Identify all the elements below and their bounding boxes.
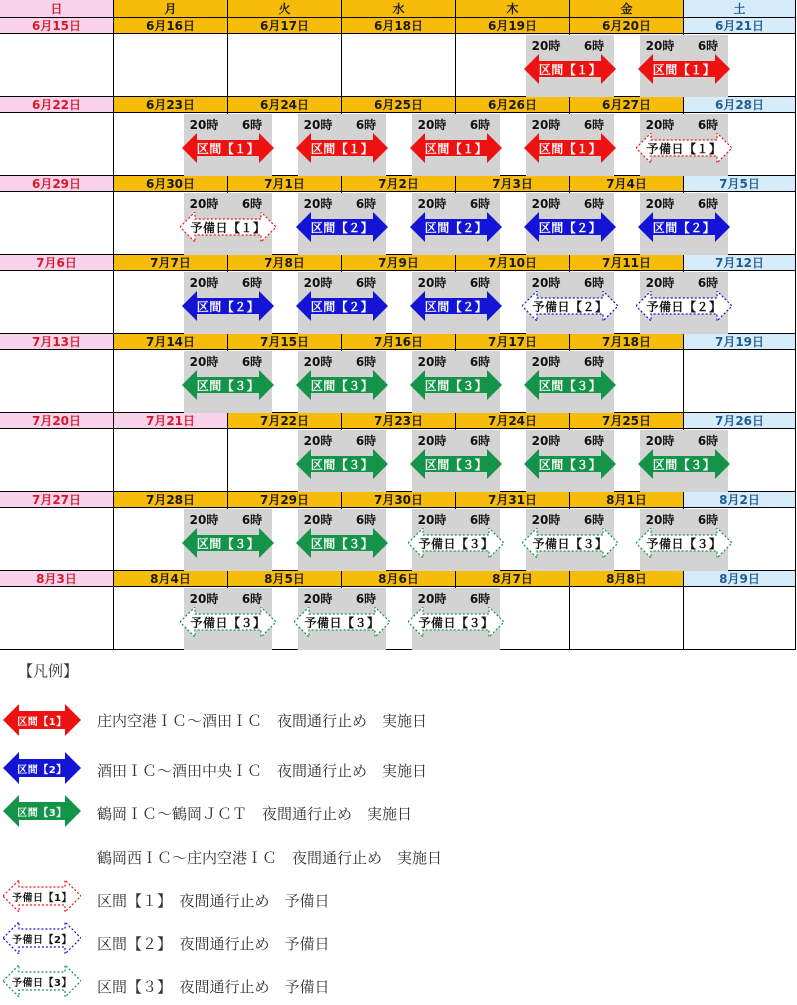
end-hour-label: 6時: [241, 276, 263, 290]
date-cell: 7月4日: [570, 176, 684, 192]
start-hour-label: 20時: [645, 434, 675, 448]
arrow-label: 予備日【３】: [532, 536, 608, 551]
end-hour-label: 6時: [355, 592, 377, 606]
arrow-label: 予備日【３】: [190, 615, 266, 630]
day-body: [342, 34, 456, 97]
start-hour-label: 20時: [417, 434, 447, 448]
end-hour-label: 6時: [355, 434, 377, 448]
start-hour-label: 20時: [303, 276, 333, 290]
date-cell: 7月24日: [456, 413, 570, 429]
closure-arrow-section-2: [410, 212, 502, 242]
legend-item-reserve1: 区間【１】 夜間通行止め 予備日: [97, 892, 330, 910]
day-body: [0, 350, 114, 413]
legend-icon-label: 区間【1】: [17, 716, 67, 728]
closure-arrow-section-3: [182, 370, 274, 400]
legend-icon-label: 予備日【2】: [12, 934, 72, 946]
date-cell: 7月27日: [0, 492, 114, 508]
end-hour-label: 6時: [697, 513, 719, 527]
end-hour-label: 6時: [355, 355, 377, 369]
closure-arrow-section-3: [524, 449, 616, 479]
date-cell: 6月24日: [228, 97, 342, 113]
legend-item-section3: 鶴岡ＩＣ～鶴岡ＪＣＴ 夜間通行止め 実施日: [97, 805, 413, 823]
end-hour-label: 6時: [469, 118, 491, 132]
date-cell: 8月7日: [456, 571, 570, 587]
start-hour-label: 20時: [417, 276, 447, 290]
arrow-label: 区間【１】: [538, 141, 602, 156]
start-hour-label: 20時: [189, 197, 219, 211]
date-cell: 7月21日: [114, 413, 228, 429]
date-cell: 6月29日: [0, 176, 114, 192]
end-hour-label: 6時: [469, 592, 491, 606]
date-cell: 6月19日: [456, 18, 570, 34]
closure-arrow-section-3: [638, 449, 730, 479]
arrow-label: 予備日【３】: [304, 615, 380, 630]
date-cell: 7月5日: [684, 176, 796, 192]
arrow-label: 区間【３】: [652, 457, 716, 472]
end-hour-label: 6時: [583, 434, 605, 448]
arrow-label: 予備日【３】: [646, 536, 722, 551]
end-hour-label: 6時: [241, 592, 263, 606]
day-body: [114, 34, 228, 97]
date-cell: 7月18日: [570, 334, 684, 350]
start-hour-label: 20時: [303, 434, 333, 448]
day-body: [570, 587, 684, 650]
arrow-label: 予備日【３】: [418, 615, 494, 630]
date-cell: 7月15日: [228, 334, 342, 350]
date-cell: 6月27日: [570, 97, 684, 113]
weekday-header: 木: [456, 0, 570, 18]
arrow-label: 予備日【１】: [190, 220, 266, 235]
reserve-arrow-section-3: [408, 607, 504, 637]
arrow-label: 区間【３】: [196, 378, 260, 393]
end-hour-label: 6時: [241, 355, 263, 369]
start-hour-label: 20時: [531, 39, 561, 53]
arrow-label: 区間【２】: [538, 220, 602, 235]
start-hour-label: 20時: [417, 355, 447, 369]
day-body: [0, 34, 114, 97]
start-hour-label: 20時: [417, 592, 447, 606]
end-hour-label: 6時: [355, 276, 377, 290]
end-hour-label: 6時: [697, 276, 719, 290]
day-body: [684, 350, 796, 413]
date-cell: 7月11日: [570, 255, 684, 271]
closure-arrow-section-2: [524, 212, 616, 242]
legend-item-reserve2: 区間【２】 夜間通行止め 予備日: [97, 935, 330, 953]
date-cell: 7月16日: [342, 334, 456, 350]
start-hour-label: 20時: [531, 513, 561, 527]
date-cell: 7月7日: [114, 255, 228, 271]
date-cell: 7月28日: [114, 492, 228, 508]
end-hour-label: 6時: [469, 434, 491, 448]
end-hour-label: 6時: [697, 197, 719, 211]
arrow-label: 区間【１】: [310, 141, 374, 156]
start-hour-label: 20時: [189, 276, 219, 290]
closure-arrow-section-2: [296, 291, 388, 321]
arrow-label: 区間【３】: [424, 457, 488, 472]
legend-section1-arrow-icon: [3, 704, 81, 736]
end-hour-label: 6時: [583, 118, 605, 132]
end-hour-label: 6時: [583, 513, 605, 527]
date-cell: 7月23日: [342, 413, 456, 429]
date-cell: 8月3日: [0, 571, 114, 587]
date-cell: 7月19日: [684, 334, 796, 350]
start-hour-label: 20時: [303, 118, 333, 132]
date-cell: 7月30日: [342, 492, 456, 508]
date-cell: 6月30日: [114, 176, 228, 192]
start-hour-label: 20時: [417, 197, 447, 211]
start-hour-label: 20時: [531, 118, 561, 132]
weekday-header: 火: [228, 0, 342, 18]
day-body: [114, 429, 228, 492]
legend-item-reserve3: 区間【３】 夜間通行止め 予備日: [97, 978, 330, 996]
arrow-label: 区間【２】: [652, 220, 716, 235]
weekday-header: 金: [570, 0, 684, 18]
date-cell: 7月17日: [456, 334, 570, 350]
date-cell: 6月20日: [570, 18, 684, 34]
legend-reserve1-arrow-icon: [3, 880, 81, 912]
end-hour-label: 6時: [469, 355, 491, 369]
date-cell: 8月8日: [570, 571, 684, 587]
reserve-arrow-section-3: [522, 528, 618, 558]
date-cell: 7月8日: [228, 255, 342, 271]
closure-arrow-section-1: [182, 133, 274, 163]
date-cell: 6月21日: [684, 18, 796, 34]
end-hour-label: 6時: [583, 39, 605, 53]
end-hour-label: 6時: [355, 118, 377, 132]
closure-arrow-section-3: [182, 528, 274, 558]
date-cell: 7月31日: [456, 492, 570, 508]
date-cell: 7月12日: [684, 255, 796, 271]
day-body: [0, 271, 114, 334]
reserve-arrow-section-1: [180, 212, 276, 242]
date-cell: 6月28日: [684, 97, 796, 113]
day-body: [0, 429, 114, 492]
closure-arrow-section-3: [410, 370, 502, 400]
date-cell: 6月17日: [228, 18, 342, 34]
arrow-label: 区間【３】: [310, 536, 374, 551]
start-hour-label: 20時: [645, 118, 675, 132]
day-body: [0, 113, 114, 176]
end-hour-label: 6時: [697, 39, 719, 53]
date-cell: 7月1日: [228, 176, 342, 192]
day-body: [684, 587, 796, 650]
day-body: [0, 508, 114, 571]
legend-section3-arrow-icon: [3, 795, 81, 827]
legend-icon-label: 区間【2】: [17, 764, 67, 776]
arrow-label: 区間【３】: [538, 457, 602, 472]
legend-item-section2: 酒田ＩＣ～酒田中央ＩＣ 夜間通行止め 実施日: [97, 762, 428, 780]
reserve-arrow-section-2: [636, 291, 732, 321]
end-hour-label: 6時: [697, 118, 719, 132]
start-hour-label: 20時: [189, 355, 219, 369]
start-hour-label: 20時: [645, 197, 675, 211]
reserve-arrow-section-3: [636, 528, 732, 558]
date-cell: 8月2日: [684, 492, 796, 508]
legend-item-section3b: 鶴岡西ＩＣ～庄内空港ＩＣ 夜間通行止め 実施日: [97, 849, 443, 867]
closure-arrow-section-2: [182, 291, 274, 321]
legend-icon-label: 予備日【3】: [12, 977, 72, 989]
date-cell: 6月16日: [114, 18, 228, 34]
start-hour-label: 20時: [303, 513, 333, 527]
start-hour-label: 20時: [189, 513, 219, 527]
arrow-label: 区間【１】: [652, 62, 716, 77]
end-hour-label: 6時: [697, 434, 719, 448]
legend-section2-arrow-icon: [3, 752, 81, 784]
date-cell: 6月22日: [0, 97, 114, 113]
legend-reserve2-arrow-icon: [3, 922, 81, 954]
start-hour-label: 20時: [645, 39, 675, 53]
arrow-label: 区間【２】: [424, 299, 488, 314]
date-cell: 6月23日: [114, 97, 228, 113]
arrow-label: 区間【３】: [424, 378, 488, 393]
closure-arrow-section-3: [296, 528, 388, 558]
date-cell: 7月25日: [570, 413, 684, 429]
date-cell: 8月5日: [228, 571, 342, 587]
start-hour-label: 20時: [189, 592, 219, 606]
arrow-label: 区間【３】: [196, 536, 260, 551]
date-cell: 7月29日: [228, 492, 342, 508]
arrow-label: 区間【１】: [196, 141, 260, 156]
date-cell: 8月4日: [114, 571, 228, 587]
legend-icon-label: 区間【3】: [17, 807, 67, 819]
date-cell: 7月6日: [0, 255, 114, 271]
legend: [0, 650, 797, 1005]
date-cell: 6月15日: [0, 18, 114, 34]
closure-arrow-section-1: [296, 133, 388, 163]
date-cell: 7月14日: [114, 334, 228, 350]
closure-arrow-section-3: [410, 449, 502, 479]
start-hour-label: 20時: [303, 592, 333, 606]
end-hour-label: 6時: [355, 197, 377, 211]
date-cell: 6月26日: [456, 97, 570, 113]
arrow-label: 区間【２】: [310, 220, 374, 235]
start-hour-label: 20時: [531, 197, 561, 211]
date-cell: 7月20日: [0, 413, 114, 429]
end-hour-label: 6時: [241, 197, 263, 211]
end-hour-label: 6時: [355, 513, 377, 527]
start-hour-label: 20時: [417, 118, 447, 132]
date-cell: 8月9日: [684, 571, 796, 587]
arrow-label: 区間【３】: [538, 378, 602, 393]
arrow-label: 区間【１】: [424, 141, 488, 156]
reserve-arrow-section-1: [636, 133, 732, 163]
arrow-label: 区間【２】: [424, 220, 488, 235]
legend-title: 【凡例】: [18, 662, 79, 680]
legend-icon-label: 予備日【1】: [12, 892, 72, 904]
reserve-arrow-section-3: [294, 607, 390, 637]
legend-item-section1: 庄内空港ＩＣ～酒田ＩＣ 夜間通行止め 実施日: [97, 712, 428, 730]
start-hour-label: 20時: [645, 276, 675, 290]
reserve-arrow-section-3: [408, 528, 504, 558]
date-cell: 6月18日: [342, 18, 456, 34]
closure-arrow-section-3: [524, 370, 616, 400]
start-hour-label: 20時: [189, 118, 219, 132]
start-hour-label: 20時: [531, 434, 561, 448]
start-hour-label: 20時: [303, 355, 333, 369]
weekday-header: 水: [342, 0, 456, 18]
start-hour-label: 20時: [417, 513, 447, 527]
start-hour-label: 20時: [531, 355, 561, 369]
arrow-label: 予備日【２】: [646, 299, 722, 314]
arrow-label: 区間【２】: [196, 299, 260, 314]
day-body: [228, 34, 342, 97]
arrow-label: 予備日【１】: [646, 141, 722, 156]
closure-arrow-section-3: [296, 370, 388, 400]
arrow-label: 区間【３】: [310, 457, 374, 472]
end-hour-label: 6時: [469, 513, 491, 527]
closure-arrow-section-1: [524, 54, 616, 84]
start-hour-label: 20時: [303, 197, 333, 211]
date-cell: 8月1日: [570, 492, 684, 508]
end-hour-label: 6時: [583, 276, 605, 290]
day-body: [0, 192, 114, 255]
reserve-arrow-section-2: [522, 291, 618, 321]
weekday-header: 土: [684, 0, 796, 18]
weekday-header: 月: [114, 0, 228, 18]
start-hour-label: 20時: [531, 276, 561, 290]
end-hour-label: 6時: [469, 197, 491, 211]
end-hour-label: 6時: [241, 513, 263, 527]
arrow-label: 区間【３】: [310, 378, 374, 393]
date-cell: 6月25日: [342, 97, 456, 113]
legend-reserve3-arrow-icon: [3, 965, 81, 997]
day-body: [0, 587, 114, 650]
date-cell: 7月2日: [342, 176, 456, 192]
date-cell: 7月10日: [456, 255, 570, 271]
end-hour-label: 6時: [583, 197, 605, 211]
closure-arrow-section-2: [410, 291, 502, 321]
start-hour-label: 20時: [645, 513, 675, 527]
arrow-label: 区間【１】: [538, 62, 602, 77]
date-cell: 7月13日: [0, 334, 114, 350]
end-hour-label: 6時: [241, 118, 263, 132]
closure-arrow-section-2: [638, 212, 730, 242]
end-hour-label: 6時: [583, 355, 605, 369]
end-hour-label: 6時: [469, 276, 491, 290]
date-cell: 7月26日: [684, 413, 796, 429]
closure-arrow-section-3: [296, 449, 388, 479]
closure-arrow-section-2: [296, 212, 388, 242]
closure-arrow-section-1: [410, 133, 502, 163]
date-cell: 7月9日: [342, 255, 456, 271]
date-cell: 7月3日: [456, 176, 570, 192]
arrow-label: 区間【２】: [310, 299, 374, 314]
arrow-label: 予備日【２】: [532, 299, 608, 314]
arrow-label: 予備日【３】: [418, 536, 494, 551]
reserve-arrow-section-3: [180, 607, 276, 637]
date-cell: 7月22日: [228, 413, 342, 429]
closure-arrow-section-1: [638, 54, 730, 84]
date-cell: 8月6日: [342, 571, 456, 587]
weekday-header: 日: [0, 0, 114, 18]
closure-arrow-section-1: [524, 133, 616, 163]
